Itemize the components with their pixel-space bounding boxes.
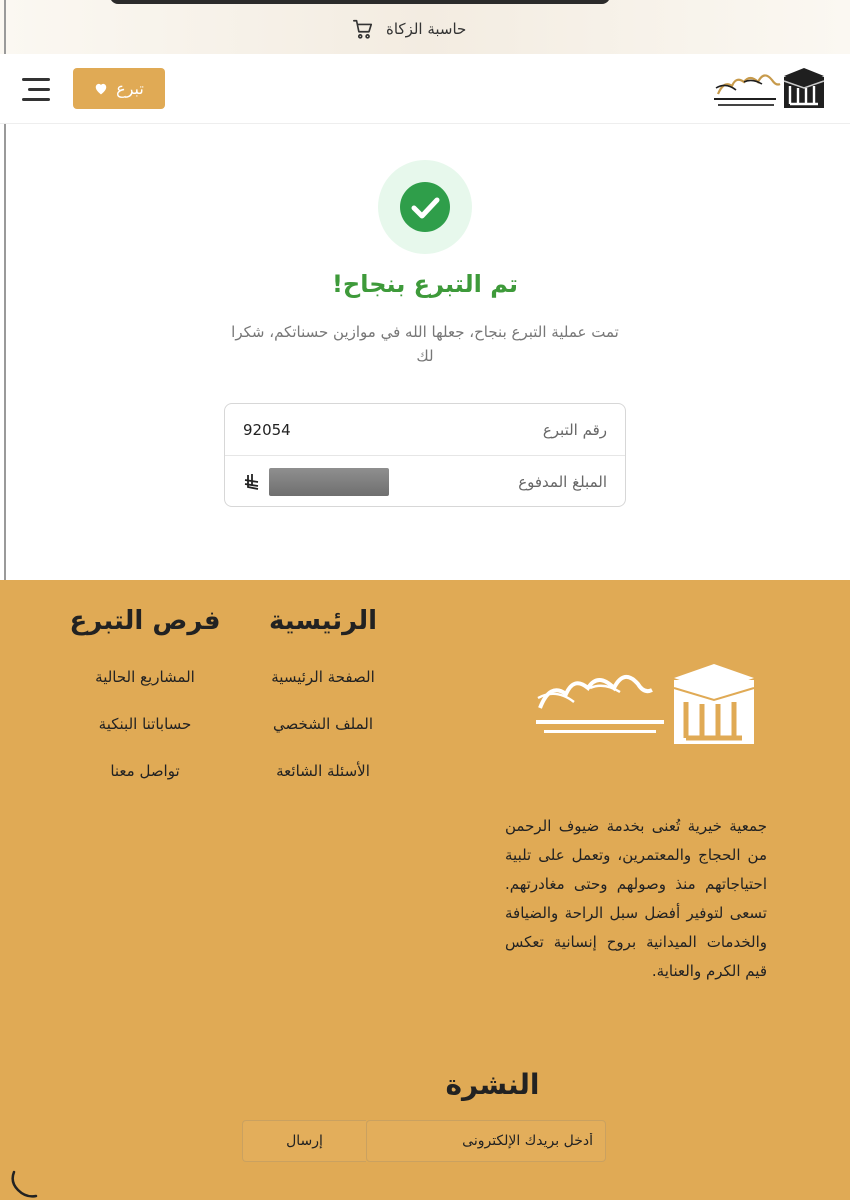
footer-link-home[interactable]: الصفحة الرئيسية	[271, 668, 375, 686]
zakat-calculator-link[interactable]	[352, 16, 466, 42]
device-notch	[110, 0, 610, 4]
newsletter-form	[242, 1120, 606, 1162]
donation-number-value: 92054	[243, 420, 291, 439]
heart-icon	[94, 82, 108, 95]
footer-link-bank-accounts[interactable]: حساباتنا البنكية	[98, 715, 192, 733]
success-message: تمت عملية التبرع بنجاح، جعلها الله في موازين حسناتكم، شكرا لك	[231, 323, 619, 365]
newsletter-email-input[interactable]	[366, 1120, 606, 1162]
top-strip	[0, 0, 850, 54]
site-header	[0, 54, 850, 124]
donation-details-card	[224, 403, 626, 507]
cart-icon	[352, 18, 374, 40]
footer-link-faq[interactable]: الأسئلة الشائعة	[276, 762, 370, 780]
paid-amount-row	[225, 456, 625, 507]
success-title: تم التبرع بنجاح!	[331, 270, 519, 298]
paid-amount-value	[243, 468, 389, 496]
site-footer	[0, 580, 850, 1200]
donate-button-label: تبرع	[116, 80, 144, 98]
association-logo	[710, 64, 825, 112]
footer-description: جمعية خيرية تُعنى بخدمة ضيوف الرحمن من الحجاج والمعتمرين، وتعمل على تلبية احتياجاتهم منذ وصولهم وحتى مغادرتهم. تسعى لتوفير أفضل سبل الراحة والضيافة والخدمات الميدانية بروح إنسانية تعكس قيم الكرم والعناية.	[505, 817, 767, 980]
footer-home-title: الرئيسية	[268, 606, 378, 636]
redacted-amount	[269, 468, 389, 496]
footer-link-contact[interactable]: تواصل معنا	[110, 762, 180, 780]
donation-number-label: رقم التبرع	[542, 420, 607, 439]
footer-opportunities-title: فرص التبرع	[69, 606, 221, 636]
success-badge	[378, 160, 472, 254]
check-circle-icon	[400, 182, 450, 232]
newsletter-send-button[interactable]: إرسال	[242, 1120, 366, 1162]
footer-link-current-projects[interactable]: المشاريع الحالية	[95, 668, 195, 686]
donation-number-row	[225, 404, 625, 456]
zakat-calculator-label: حاسبة الزكاة	[386, 20, 467, 38]
hamburger-menu-icon[interactable]	[22, 76, 52, 102]
newsletter-title: النشرة	[445, 1068, 540, 1101]
donate-button[interactable]	[73, 68, 165, 109]
riyal-icon	[243, 474, 261, 490]
paid-amount-label: المبلغ المدفوع	[518, 473, 607, 491]
phone-icon[interactable]	[8, 1168, 38, 1198]
footer-link-profile[interactable]: الملف الشخصي	[273, 715, 373, 733]
footer-logo	[530, 658, 760, 750]
